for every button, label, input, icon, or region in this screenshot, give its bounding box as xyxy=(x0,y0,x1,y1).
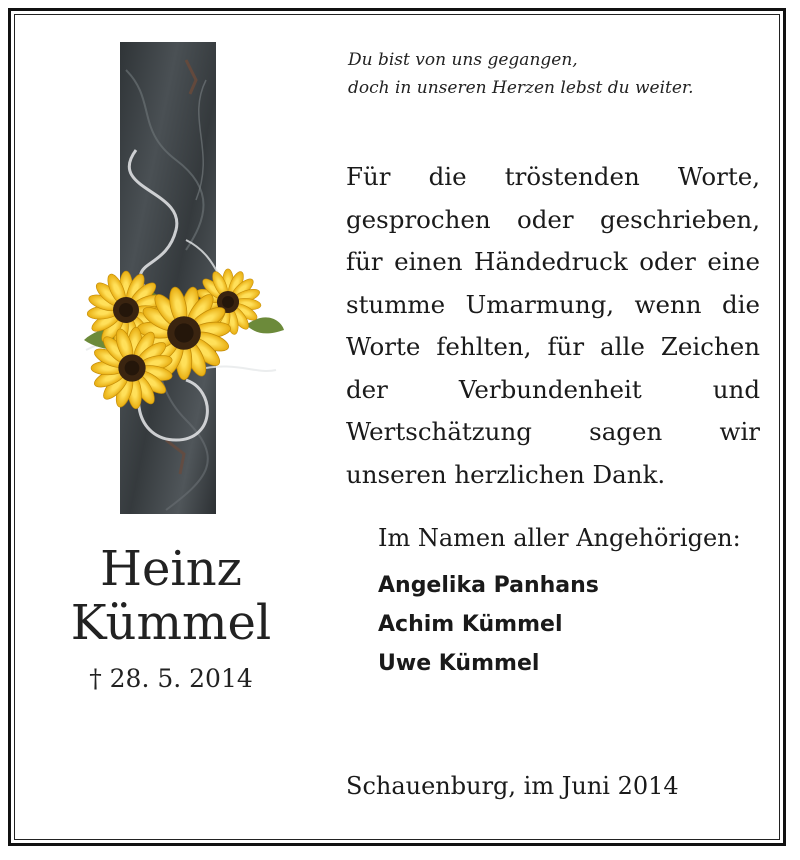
sunflower-artwork xyxy=(66,40,286,520)
deceased-block xyxy=(40,542,302,698)
thanks-paragraph: Für die tröstenden Worte, gesprochen oder geschrieben, für einen Händedruck oder eine stumme Umarmung, wenn die Worte fehlten, für alle Zeichen der Verbundenheit und Wertschätzung sagen wir unseren herzlichen Dank. xyxy=(346,162,760,489)
deceased-first-name: Heinz xyxy=(100,541,242,597)
motto-line-1: Du bist von uns gegangen, xyxy=(348,50,578,70)
deceased-last-name: Kümmel xyxy=(70,595,272,651)
motto-line-2: doch in unseren Herzen lebst du weiter. xyxy=(348,78,694,98)
family-member: Angelika Panhans xyxy=(378,573,599,598)
motto xyxy=(348,46,768,102)
family-member: Achim Kümmel xyxy=(378,612,563,637)
family-intro: Im Namen aller Angehörigen: xyxy=(378,524,741,552)
family-list xyxy=(378,566,758,683)
family-member: Uwe Kümmel xyxy=(378,651,540,676)
sunflower-bouquet-icon xyxy=(66,40,286,520)
place-date: Schauenburg, im Juni 2014 xyxy=(346,772,679,800)
death-date: † 28. 5. 2014 xyxy=(89,664,253,693)
